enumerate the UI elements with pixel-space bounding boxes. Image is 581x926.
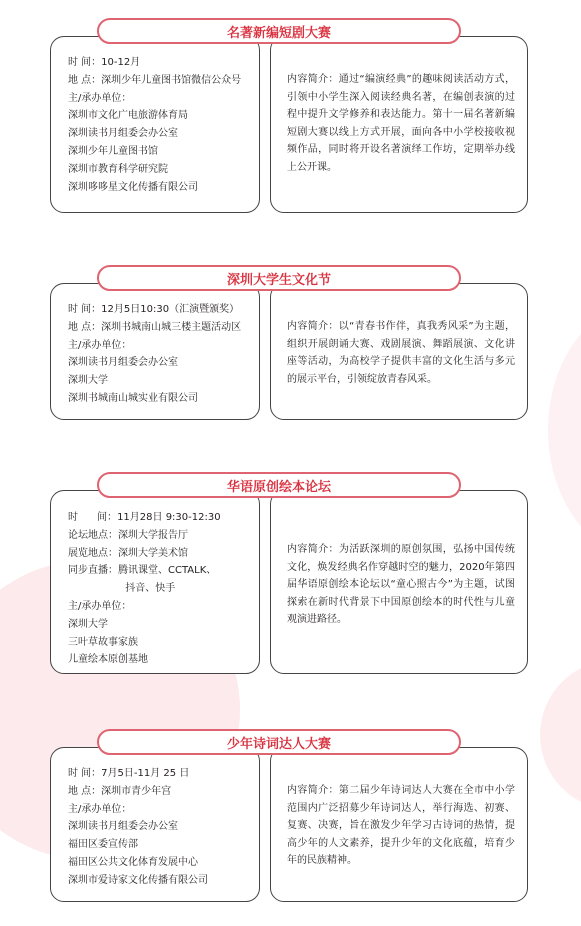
organizers-label: 主/承办单位：	[68, 92, 132, 104]
exhibition-venue: 展览地点：深圳大学美术馆	[68, 547, 188, 559]
event-intro-text: 内容简介：为活跃深圳的原创氛围，弘扬中国传统文化，焕发经典名作穿越时空的魅力，2020年第四届华语原创绘本论坛以“童心照古今”为主题，试图探索在新时代背景下中国原创绘本的时代性与儿童观演进路径。	[287, 544, 515, 626]
organizer: 深圳市教育科学研究院	[68, 163, 168, 175]
event-title: 深圳大学生文化节	[97, 265, 461, 291]
event-venue: 地 点：深圳书城南山城三楼主题活动区	[68, 321, 242, 333]
event-time: 时 间：11月28日 9:30-12:30	[68, 512, 221, 523]
event-title: 少年诗词达人大赛	[97, 729, 461, 755]
event-venue: 地 点：深圳少年儿童图书馆微信公众号	[68, 74, 242, 86]
organizer: 深圳大学	[68, 375, 108, 387]
organizer: 福田区公共文化体育发展中心	[68, 856, 198, 868]
event-info-box	[50, 36, 260, 213]
organizer: 三叶草故事家族	[68, 636, 138, 648]
organizers-label: 主/承办单位：	[68, 339, 132, 351]
event-venue: 地 点：深圳市青少年宫	[68, 785, 172, 797]
organizer: 深圳大学	[68, 618, 108, 630]
organizer: 深圳读书月组委会办公室	[68, 357, 178, 369]
event-time: 时 间：10-12月	[68, 57, 141, 68]
organizers-label: 主/承办单位：	[68, 803, 132, 815]
livestream-platforms-cont: 抖音、快手	[68, 583, 176, 595]
organizer: 深圳市爱诗家文化传播有限公司	[68, 874, 208, 886]
decorative-circle	[548, 300, 581, 560]
organizers-label: 主/承办单位：	[68, 600, 132, 612]
event-intro-text: 内容简介：第二届少年诗词达人大赛在全市中小学范围内广泛招募少年诗词达人，举行海选、初赛、复赛、决赛，旨在激发少年学习古诗词的热情，提高少年的人文素养，提升少年的文化底蕴，培育少年的民族精神。	[287, 785, 515, 867]
organizer: 深圳书城南山城实业有限公司	[68, 392, 198, 404]
event-time: 时 间：7月5日-11月 25 日	[68, 768, 190, 779]
event-intro-box	[270, 490, 528, 674]
event-title: 名著新编短剧大赛	[97, 18, 461, 44]
organizer: 深圳市文化广电旅游体育局	[68, 110, 188, 122]
event-time: 时 间：12月5日10:30（汇演暨颁奖）	[68, 304, 240, 315]
event-info-box	[50, 747, 260, 902]
event-title: 华语原创绘本论坛	[97, 472, 461, 498]
event-intro-text: 内容简介：通过“编演经典”的趣味阅读活动方式，引领中小学生深入阅读经典名著，在编创表演的过程中提升文学修养和表达能力。第十一届名著新编短剧大赛以线上方式开展，面向各中小学校接收视频作品，同时将开设名著演绎工作坊，定期举办线上公开课。	[287, 74, 515, 173]
organizer: 深圳哆哆星文化传播有限公司	[68, 181, 198, 193]
event-intro-box	[270, 747, 528, 902]
event-intro-box	[270, 283, 528, 420]
organizer: 福田区委宣传部	[68, 839, 138, 851]
organizer: 深圳读书月组委会办公室	[68, 128, 178, 140]
event-info-box	[50, 490, 260, 674]
event-intro-text: 内容简介：以“青春书作伴，真我秀风采”为主题，组织开展朗诵大赛、戏剧展演、舞蹈展演、文化讲座等活动，为高校学子提供丰富的文化生活与多元的展示平台，引领绽放青春风采。	[287, 321, 515, 385]
forum-venue: 论坛地点：深圳大学报告厅	[68, 529, 188, 541]
organizer: 深圳少年儿童图书馆	[68, 145, 158, 157]
livestream-platforms: 同步直播：腾讯课堂、CCTALK、	[68, 565, 217, 577]
event-info-box	[50, 283, 260, 420]
organizer: 深圳读书月组委会办公室	[68, 821, 178, 833]
organizer: 儿童绘本原创基地	[68, 654, 148, 666]
decorative-circle	[540, 660, 581, 810]
event-intro-box	[270, 36, 528, 213]
